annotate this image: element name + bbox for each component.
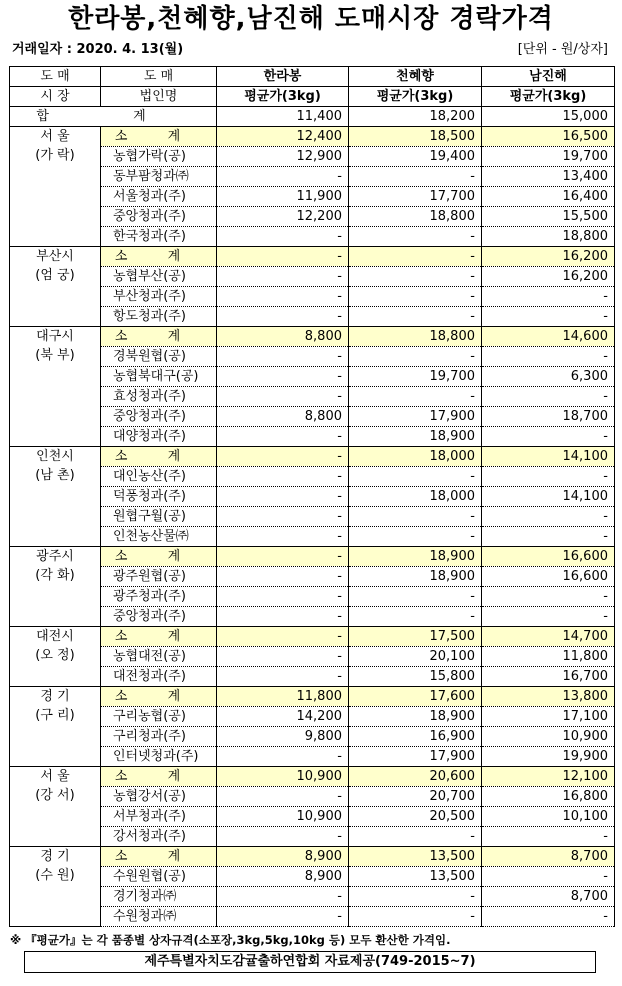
table-row xyxy=(10,167,615,187)
corp-name: 농협가락(공) xyxy=(101,147,217,167)
price-cell: 11,800 xyxy=(482,647,615,667)
table-row xyxy=(10,567,615,587)
unit-label: [단위 - 원/상자] xyxy=(517,42,608,57)
price-cell: 18,900 xyxy=(349,567,482,587)
corp-name: 동부팜청과㈜ xyxy=(101,167,217,187)
price-cell: 12,100 xyxy=(482,767,615,787)
trade-date: 거래일자 : 2020. 4. 13(월) xyxy=(12,42,184,57)
price-cell: 13,500 xyxy=(349,867,482,887)
page-title: 한라봉,천혜향,남진해 도매시장 경락가격 xyxy=(68,4,554,34)
region-name: 경 기 xyxy=(40,849,70,864)
corp-name: 경북원협(공) xyxy=(101,347,217,367)
price-cell: - xyxy=(349,387,482,407)
region-cell xyxy=(10,127,101,247)
header-corp-2: 법인명 xyxy=(101,87,217,107)
price-cell: 17,500 xyxy=(349,627,482,647)
price-cell: 18,000 xyxy=(349,487,482,507)
corp-name: 부산청과(주) xyxy=(101,287,217,307)
price-cell: - xyxy=(217,647,349,667)
price-cell: 19,700 xyxy=(349,367,482,387)
price-cell: - xyxy=(217,747,349,767)
corp-name: 인천농산물㈜ xyxy=(101,527,217,547)
region-market: (오 정) xyxy=(35,648,75,663)
price-cell: - xyxy=(217,787,349,807)
price-cell: 13,800 xyxy=(482,687,615,707)
price-cell: 11,800 xyxy=(217,687,349,707)
price-cell: 16,600 xyxy=(482,547,615,567)
price-cell: - xyxy=(349,347,482,367)
region-name: 서 울 xyxy=(40,129,70,144)
price-cell: 20,100 xyxy=(349,647,482,667)
price-cell: 10,100 xyxy=(482,807,615,827)
region-cell xyxy=(10,547,101,627)
table-row xyxy=(10,227,615,247)
price-cell: - xyxy=(349,507,482,527)
price-cell: - xyxy=(217,827,349,847)
price-cell: 14,200 xyxy=(217,707,349,727)
price-cell: 12,900 xyxy=(217,147,349,167)
price-cell: - xyxy=(349,907,482,927)
subtotal-label: 소 계 xyxy=(101,767,217,787)
region-name: 부산시 xyxy=(36,249,74,264)
source-credit: 제주특별자치도감귤출하연합회 자료제공(749-2015~7) xyxy=(24,951,596,973)
price-cell: - xyxy=(349,267,482,287)
price-cell: - xyxy=(217,467,349,487)
price-cell: - xyxy=(217,307,349,327)
table-row xyxy=(10,507,615,527)
price-cell: - xyxy=(482,907,615,927)
price-cell: 18,800 xyxy=(349,327,482,347)
price-cell: 18,800 xyxy=(482,227,615,247)
header-product-cheonhyehyang: 천혜향 xyxy=(349,67,482,87)
price-cell: - xyxy=(482,347,615,367)
table-row xyxy=(10,487,615,507)
table-row xyxy=(10,467,615,487)
corp-name: 구리청과(주) xyxy=(101,727,217,747)
price-cell: - xyxy=(482,387,615,407)
price-cell: 6,300 xyxy=(482,367,615,387)
price-cell: 10,900 xyxy=(482,727,615,747)
total-value: 18,200 xyxy=(349,107,482,127)
price-cell: 13,400 xyxy=(482,167,615,187)
price-cell: - xyxy=(217,667,349,687)
price-cell: - xyxy=(349,307,482,327)
table-row xyxy=(10,387,615,407)
region-market: (수 원) xyxy=(35,868,75,883)
table-row xyxy=(10,527,615,547)
subtotal-row xyxy=(10,447,615,467)
subtotal-row xyxy=(10,687,615,707)
corp-name: 원협구월(공) xyxy=(101,507,217,527)
price-cell: - xyxy=(482,287,615,307)
price-cell: - xyxy=(349,827,482,847)
region-name: 서 울 xyxy=(40,769,70,784)
price-cell: 20,700 xyxy=(349,787,482,807)
price-cell: - xyxy=(217,167,349,187)
header-market-2: 시 장 xyxy=(10,87,101,107)
price-cell: - xyxy=(349,527,482,547)
price-cell: - xyxy=(217,907,349,927)
price-cell: 18,500 xyxy=(349,127,482,147)
region-market: (북 부) xyxy=(35,348,75,363)
price-cell: 19,700 xyxy=(482,147,615,167)
price-cell: 18,900 xyxy=(349,427,482,447)
region-name: 광주시 xyxy=(36,549,74,564)
subtotal-label: 소 계 xyxy=(101,687,217,707)
subtotal-label: 소 계 xyxy=(101,447,217,467)
table-row xyxy=(10,667,615,687)
table-row xyxy=(10,587,615,607)
price-cell: 15,500 xyxy=(482,207,615,227)
header-price-3: 평균가(3kg) xyxy=(482,87,615,107)
region-market: (강 서) xyxy=(35,788,75,803)
corp-name: 농협부산(공) xyxy=(101,267,217,287)
price-cell: 16,200 xyxy=(482,267,615,287)
subtotal-row xyxy=(10,627,615,647)
corp-name: 대전청과(주) xyxy=(101,667,217,687)
price-cell: 17,900 xyxy=(349,747,482,767)
price-cell: 10,900 xyxy=(217,767,349,787)
price-cell: 16,700 xyxy=(482,667,615,687)
price-cell: - xyxy=(217,567,349,587)
price-cell: - xyxy=(482,507,615,527)
price-cell: 16,200 xyxy=(482,247,615,267)
table-row xyxy=(10,827,615,847)
region-name: 대구시 xyxy=(36,329,74,344)
price-cell: - xyxy=(217,427,349,447)
price-cell: 19,400 xyxy=(349,147,482,167)
price-cell: 16,900 xyxy=(349,727,482,747)
price-cell: 16,600 xyxy=(482,567,615,587)
price-cell: 16,500 xyxy=(482,127,615,147)
table-row xyxy=(10,407,615,427)
total-value: 15,000 xyxy=(482,107,615,127)
price-cell: - xyxy=(349,227,482,247)
price-cell: 12,200 xyxy=(217,207,349,227)
region-cell xyxy=(10,627,101,687)
region-name: 인천시 xyxy=(36,449,74,464)
header-product-namjinhae: 남진해 xyxy=(482,67,615,87)
region-market: (각 화) xyxy=(35,568,75,583)
region-name: 경 기 xyxy=(40,689,70,704)
price-cell: 8,900 xyxy=(217,847,349,867)
table-row xyxy=(10,867,615,887)
table-row xyxy=(10,187,615,207)
price-cell: 20,600 xyxy=(349,767,482,787)
region-cell xyxy=(10,447,101,547)
price-cell: - xyxy=(217,367,349,387)
corp-name: 한국청과(주) xyxy=(101,227,217,247)
price-cell: 13,500 xyxy=(349,847,482,867)
subtotal-label: 소 계 xyxy=(101,327,217,347)
region-cell xyxy=(10,327,101,447)
total-label: 합 계 xyxy=(10,107,217,127)
subtotal-label: 소 계 xyxy=(101,847,217,867)
table-row xyxy=(10,367,615,387)
table-row xyxy=(10,647,615,667)
price-cell: 14,100 xyxy=(482,447,615,467)
corp-name: 광주청과(주) xyxy=(101,587,217,607)
corp-name: 서부청과(주) xyxy=(101,807,217,827)
corp-name: 경기청과㈜ xyxy=(101,887,217,907)
region-market: (가 락) xyxy=(35,148,75,163)
price-cell: 20,500 xyxy=(349,807,482,827)
table-row xyxy=(10,907,615,927)
corp-name: 강서청과(주) xyxy=(101,827,217,847)
price-cell: 18,900 xyxy=(349,707,482,727)
price-cell: - xyxy=(349,587,482,607)
region-cell xyxy=(10,847,101,927)
price-cell: 8,900 xyxy=(217,867,349,887)
price-cell: - xyxy=(217,227,349,247)
price-cell: - xyxy=(482,467,615,487)
region-market: (엄 궁) xyxy=(35,268,75,283)
price-cell: - xyxy=(482,427,615,447)
table-row xyxy=(10,267,615,287)
corp-name: 농협강서(공) xyxy=(101,787,217,807)
table-row xyxy=(10,607,615,627)
price-cell: 8,700 xyxy=(482,887,615,907)
price-cell: - xyxy=(217,487,349,507)
price-cell: 8,800 xyxy=(217,327,349,347)
price-cell: 15,800 xyxy=(349,667,482,687)
price-cell: 17,100 xyxy=(482,707,615,727)
price-cell: 16,800 xyxy=(482,787,615,807)
table-row xyxy=(10,427,615,447)
subtotal-label: 소 계 xyxy=(101,247,217,267)
price-cell: 16,400 xyxy=(482,187,615,207)
price-cell: 18,800 xyxy=(349,207,482,227)
price-cell: 17,900 xyxy=(349,407,482,427)
subtotal-row xyxy=(10,847,615,867)
price-cell: - xyxy=(217,507,349,527)
price-cell: 14,600 xyxy=(482,327,615,347)
price-cell: - xyxy=(217,287,349,307)
price-cell: - xyxy=(349,167,482,187)
table-row xyxy=(10,307,615,327)
corp-name: 덕풍청과(주) xyxy=(101,487,217,507)
corp-name: 서울청과(주) xyxy=(101,187,217,207)
price-table-body xyxy=(10,107,615,927)
corp-name: 효성청과(주) xyxy=(101,387,217,407)
price-cell: - xyxy=(482,527,615,547)
price-cell: 19,900 xyxy=(482,747,615,767)
price-cell: - xyxy=(482,827,615,847)
corp-name: 수원원협(공) xyxy=(101,867,217,887)
price-cell: 8,700 xyxy=(482,847,615,867)
price-cell: - xyxy=(217,627,349,647)
region-cell xyxy=(10,687,101,767)
total-value: 11,400 xyxy=(217,107,349,127)
corp-name: 구리농협(공) xyxy=(101,707,217,727)
subtotal-row xyxy=(10,247,615,267)
table-row xyxy=(10,787,615,807)
table-row xyxy=(10,807,615,827)
price-cell: - xyxy=(217,267,349,287)
corp-name: 광주원협(공) xyxy=(101,567,217,587)
price-cell: - xyxy=(349,247,482,267)
price-table xyxy=(9,66,615,927)
price-cell: 14,100 xyxy=(482,487,615,507)
price-cell: 18,700 xyxy=(482,407,615,427)
corp-name: 수원청과㈜ xyxy=(101,907,217,927)
corp-name: 대양청과(주) xyxy=(101,427,217,447)
table-row xyxy=(10,887,615,907)
corp-name: 농협북대구(공) xyxy=(101,367,217,387)
price-cell: - xyxy=(217,387,349,407)
subtotal-row xyxy=(10,327,615,347)
price-cell: - xyxy=(349,467,482,487)
price-cell: - xyxy=(349,887,482,907)
price-cell: - xyxy=(217,347,349,367)
region-name: 대전시 xyxy=(36,629,74,644)
subtotal-row xyxy=(10,767,615,787)
header-product-hallabong: 한라봉 xyxy=(217,67,349,87)
table-row xyxy=(10,287,615,307)
table-row xyxy=(10,707,615,727)
price-cell: - xyxy=(217,547,349,567)
price-cell: - xyxy=(217,447,349,467)
header-corp-1: 도 매 xyxy=(101,67,217,87)
price-cell: 18,900 xyxy=(349,547,482,567)
price-cell: 12,400 xyxy=(217,127,349,147)
corp-name: 중앙청과(주) xyxy=(101,207,217,227)
price-cell: - xyxy=(349,607,482,627)
corp-name: 중앙청과(주) xyxy=(101,607,217,627)
price-cell: - xyxy=(217,887,349,907)
region-market: (남 촌) xyxy=(35,468,75,483)
price-cell: - xyxy=(217,587,349,607)
subtotal-label: 소 계 xyxy=(101,127,217,147)
price-cell: 17,700 xyxy=(349,187,482,207)
footnote: ※ 『평균가』는 각 품종별 상자규격(소포장,3kg,5kg,10kg 등) 모두 환산한 가격임. xyxy=(10,933,451,947)
region-market: (구 리) xyxy=(35,708,75,723)
table-row xyxy=(10,727,615,747)
price-cell: 17,600 xyxy=(349,687,482,707)
price-cell: 11,900 xyxy=(217,187,349,207)
header-price-2: 평균가(3kg) xyxy=(349,87,482,107)
table-row xyxy=(10,747,615,767)
subtotal-label: 소 계 xyxy=(101,627,217,647)
region-cell xyxy=(10,767,101,847)
price-cell: 8,800 xyxy=(217,407,349,427)
table-row xyxy=(10,347,615,367)
price-cell: - xyxy=(217,247,349,267)
total-row xyxy=(10,107,615,127)
price-cell: 18,000 xyxy=(349,447,482,467)
subtotal-label: 소 계 xyxy=(101,547,217,567)
subtotal-row xyxy=(10,547,615,567)
price-cell: - xyxy=(349,287,482,307)
corp-name: 인터넷청과(주) xyxy=(101,747,217,767)
price-cell: 9,800 xyxy=(217,727,349,747)
corp-name: 항도청과(주) xyxy=(101,307,217,327)
header-price-1: 평균가(3kg) xyxy=(217,87,349,107)
region-cell xyxy=(10,247,101,327)
price-cell: - xyxy=(482,307,615,327)
price-cell: - xyxy=(482,867,615,887)
header-market-1: 도 매 xyxy=(10,67,101,87)
price-cell: - xyxy=(482,607,615,627)
table-row xyxy=(10,147,615,167)
subtotal-row xyxy=(10,127,615,147)
table-row xyxy=(10,207,615,227)
price-cell: - xyxy=(217,527,349,547)
corp-name: 중앙청과(주) xyxy=(101,407,217,427)
corp-name: 대인농산(주) xyxy=(101,467,217,487)
price-cell: 10,900 xyxy=(217,807,349,827)
price-cell: - xyxy=(482,587,615,607)
price-cell: - xyxy=(217,607,349,627)
price-cell: 14,700 xyxy=(482,627,615,647)
corp-name: 농협대전(공) xyxy=(101,647,217,667)
